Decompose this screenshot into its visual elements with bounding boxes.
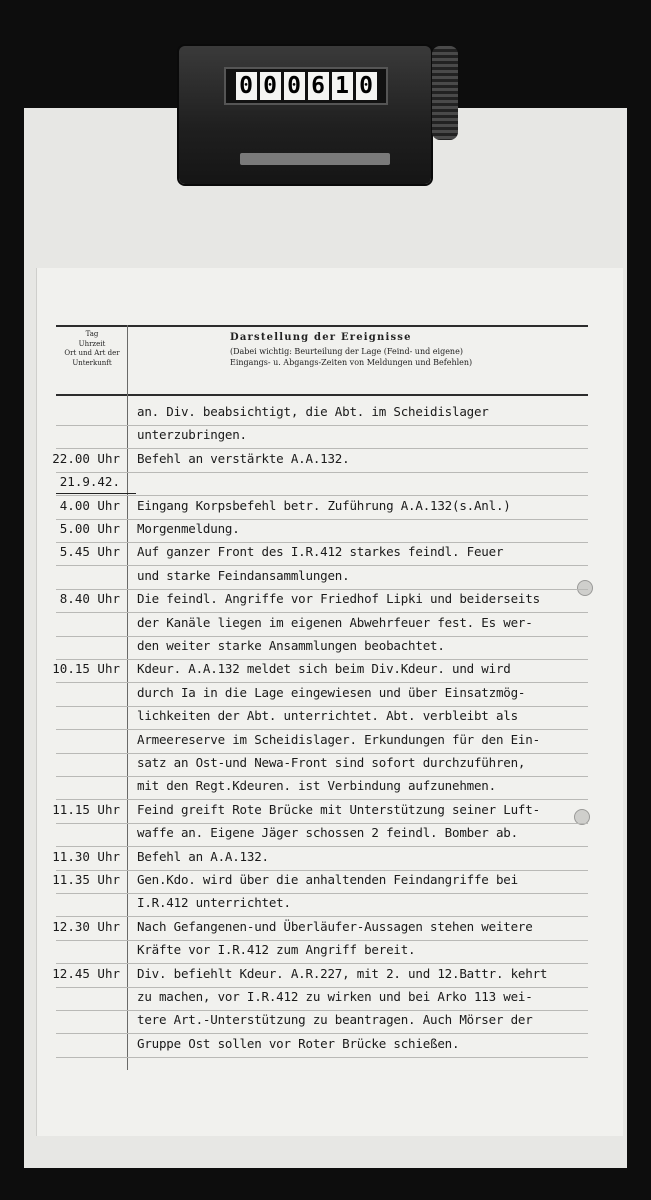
- row-rule: [56, 589, 588, 590]
- row-rule: [56, 846, 588, 847]
- entry-text: Nach Gefangenen-und Überläufer-Aussagen stehen weitere: [137, 918, 533, 934]
- entry-text: der Kanäle liegen im eigenen Abwehrfeuer fest. Es wer-: [137, 614, 533, 630]
- row-rule: [56, 893, 588, 894]
- document-sheet: [36, 268, 623, 1136]
- header-subtitle: (Dabei wichtig: Beurteilung der Lage (Feind- und eigene): [230, 347, 463, 356]
- entry-text: mit den Regt.Kdeuren. ist Verbindung aufzunehmen.: [137, 778, 496, 794]
- counter-window: [224, 67, 388, 105]
- column-divider: [127, 325, 128, 1070]
- row-rule: [56, 729, 588, 730]
- entry-text: I.R.412 unterrichtet.: [137, 895, 291, 911]
- entry-time: 11.30 Uhr: [52, 848, 120, 864]
- counter-digit: 0: [236, 72, 257, 100]
- row-rule: [56, 659, 588, 660]
- row-rule: [56, 940, 588, 941]
- entry-text: Befehl an verstärkte A.A.132.: [137, 450, 350, 466]
- header-subtitle: Eingangs- u. Abgangs-Zeiten von Meldungen und Befehlen): [230, 358, 473, 367]
- entry-text: Eingang Korpsbefehl betr. Zuführung A.A.132(s.Anl.): [137, 497, 511, 513]
- entry-time: 12.30 Uhr: [52, 918, 120, 934]
- row-rule: [56, 870, 588, 871]
- header-left-column: [57, 330, 127, 382]
- row-rule: [56, 495, 588, 496]
- entry-text: unterzubringen.: [137, 427, 247, 443]
- entry-text: durch Ia in die Lage eingewiesen und über Einsatzmög-: [137, 684, 526, 700]
- entry-time: 10.15 Uhr: [52, 661, 120, 677]
- header-title: Darstellung der Ereignisse: [230, 332, 412, 343]
- row-rule: [56, 448, 588, 449]
- entry-text: Armeereserve im Scheidislager. Erkundungen für den Ein-: [137, 731, 540, 747]
- header-bottom-rule: [56, 394, 588, 396]
- entry-text: Gruppe Ost sollen vor Roter Brücke schießen.: [137, 1035, 460, 1051]
- row-rule: [56, 799, 588, 800]
- header-right-column: [180, 332, 600, 384]
- entry-text: Morgenmeldung.: [137, 521, 240, 536]
- row-rule: [56, 706, 588, 707]
- row-rule: [56, 753, 588, 754]
- counter-digit: 0: [260, 72, 281, 100]
- header-tag: Tag: [85, 330, 99, 338]
- row-rule: [56, 987, 588, 988]
- entry-time: 11.35 Uhr: [52, 872, 120, 887]
- header-top-rule: [56, 325, 588, 327]
- row-rule: [56, 1057, 588, 1058]
- entry-text: Feind greift Rote Brücke mit Unterstützung seiner Luft-: [137, 801, 540, 817]
- row-rule: [56, 1033, 588, 1034]
- row-rule: [56, 425, 588, 426]
- row-rule: [56, 682, 588, 683]
- header-ort: Ort und Art der Unterkunft: [64, 349, 120, 367]
- entry-text: zu machen, vor I.R.412 zu wirken und bei Arko 113 wei-: [137, 989, 533, 1004]
- row-rule: [56, 776, 588, 777]
- entry-time: 12.45 Uhr: [52, 965, 120, 981]
- entry-text: Kdeur. A.A.132 meldet sich beim Div.Kdeur. und wird: [137, 661, 511, 677]
- entry-text: an. Div. beabsichtigt, die Abt. im Scheidislager: [137, 404, 489, 419]
- entry-time: 8.40 Uhr: [59, 591, 120, 607]
- entry-text: den weiter starke Ansammlungen beobachtet.: [137, 638, 445, 653]
- entry-time: 11.15 Uhr: [52, 801, 120, 817]
- entry-time: 5.45 Uhr: [59, 544, 120, 560]
- row-rule: [56, 1010, 588, 1011]
- entry-text: Kräfte vor I.R.412 zum Angriff bereit.: [137, 942, 416, 958]
- entry-text: Befehl an A.A.132.: [137, 848, 269, 864]
- counter-plate: [240, 153, 390, 165]
- row-rule: [56, 542, 588, 543]
- entry-text: und starke Feindansammlungen.: [137, 567, 350, 583]
- entry-text: waffe an. Eigene Jäger schossen 2 feindl. Bomber ab.: [137, 825, 518, 841]
- entry-text: lichkeiten der Abt. unterrichtet. Abt. verbleibt als: [137, 708, 518, 724]
- row-rule: [56, 963, 588, 964]
- counter-knob: [432, 46, 458, 140]
- date-underline: [56, 493, 136, 494]
- counter-digit: 6: [308, 72, 329, 100]
- row-rule: [56, 612, 588, 613]
- counter-digit: 0: [356, 72, 377, 100]
- row-rule: [56, 636, 588, 637]
- entry-text: Auf ganzer Front des I.R.412 starkes feindl. Feuer: [137, 544, 504, 560]
- entry-text: Div. befiehlt Kdeur. A.R.227, mit 2. und 12.Battr. kehrt: [137, 965, 548, 981]
- entry-time: 5.00 Uhr: [59, 521, 120, 536]
- entry-time: 4.00 Uhr: [59, 497, 120, 513]
- entry-text: Gen.Kdo. wird über die anhaltenden Feindangriffe bei: [137, 872, 518, 887]
- entry-time: 21.9.42.: [59, 474, 120, 490]
- row-rule: [56, 823, 588, 824]
- row-rule: [56, 472, 588, 473]
- header-uhrzeit: Uhrzeit: [78, 339, 106, 348]
- counter-digit: 0: [284, 72, 305, 100]
- row-rule: [56, 916, 588, 917]
- entry-text: tere Art.-Unterstützung zu beantragen. Auch Mörser der: [137, 1012, 533, 1028]
- entry-time: 22.00 Uhr: [52, 450, 120, 466]
- row-rule: [56, 565, 588, 566]
- entry-text: satz an Ost-und Newa-Front sind sofort durchzuführen,: [137, 755, 526, 770]
- counter-digit: 1: [332, 72, 353, 100]
- row-rule: [56, 519, 588, 520]
- entry-text: Die feindl. Angriffe vor Friedhof Lipki und beiderseits: [137, 591, 540, 607]
